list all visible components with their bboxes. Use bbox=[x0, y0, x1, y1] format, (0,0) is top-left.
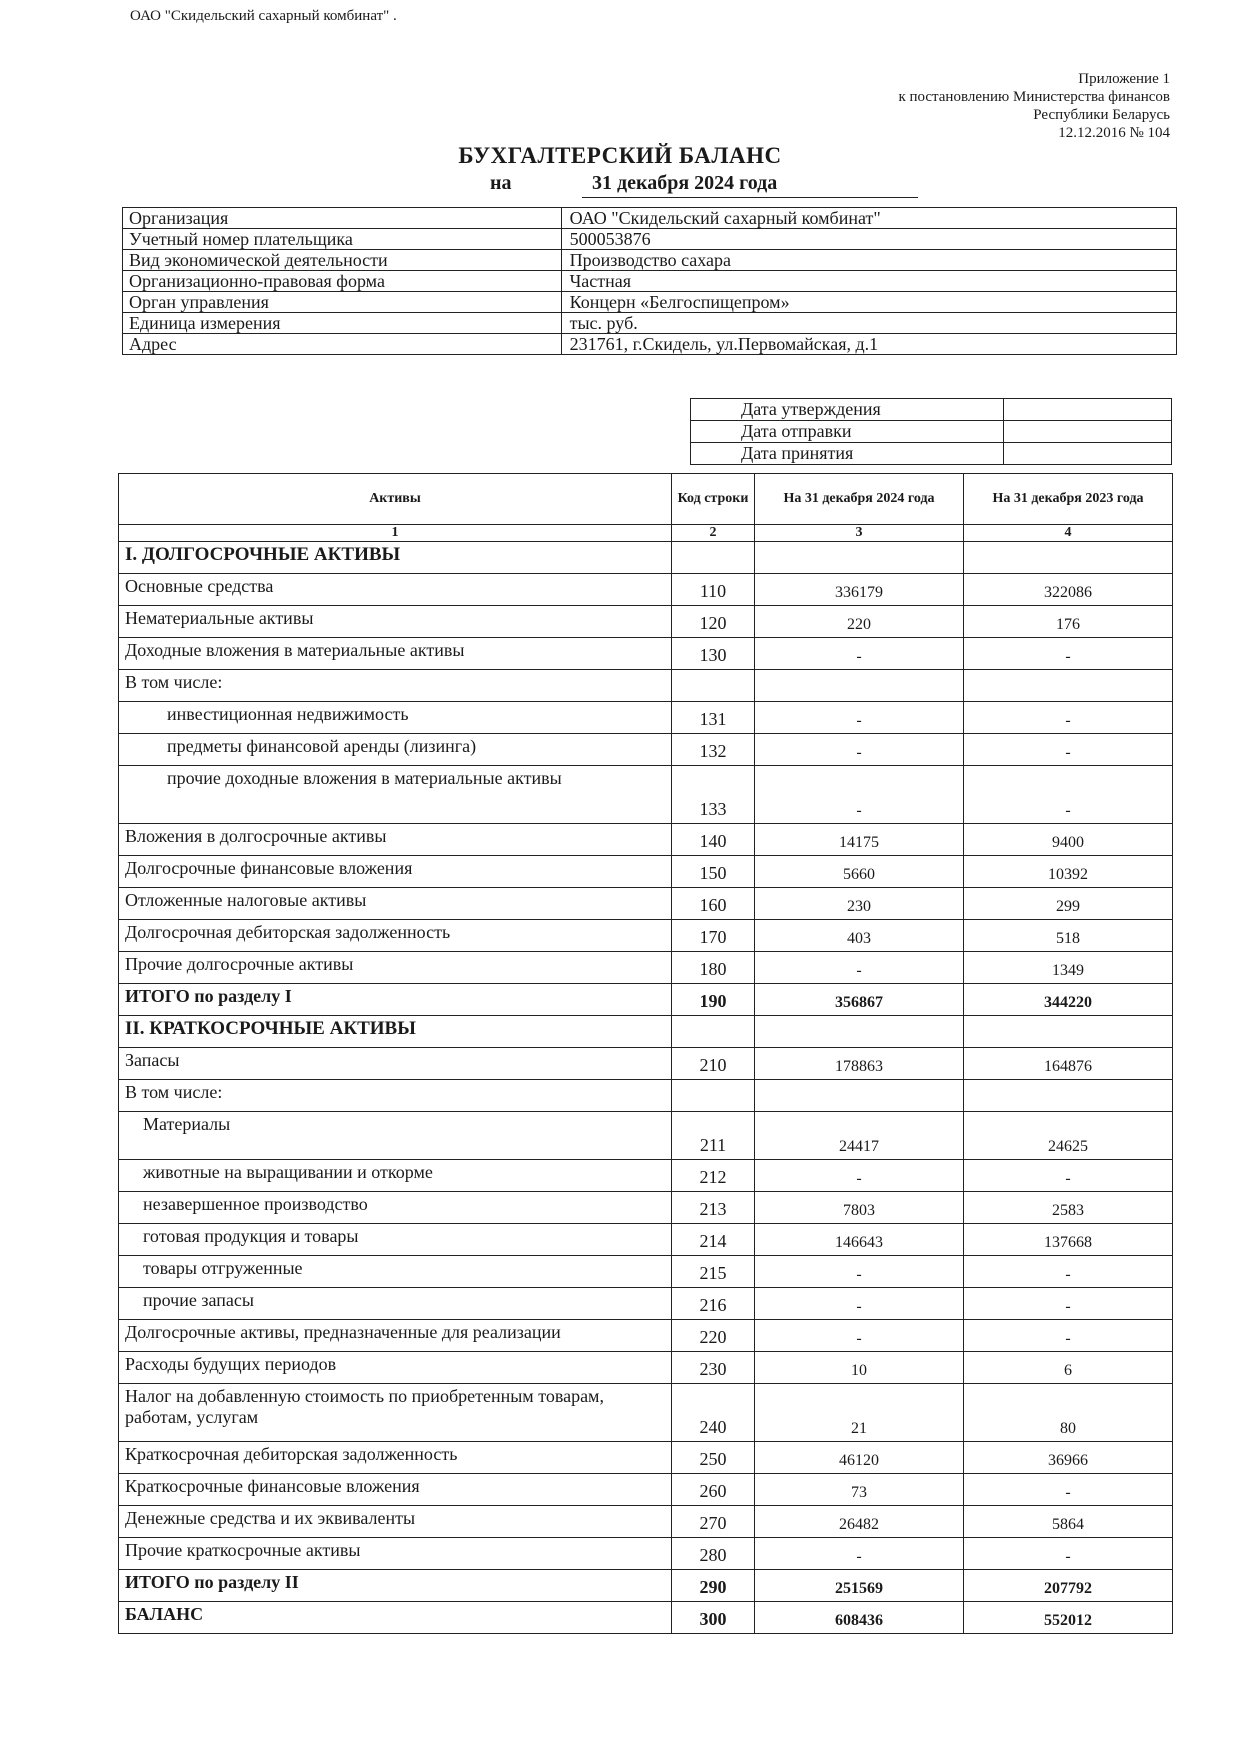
approval-value bbox=[1004, 399, 1172, 421]
table-row bbox=[119, 1112, 1173, 1160]
row-code: 230 bbox=[672, 1352, 755, 1384]
value-2024: 10 bbox=[755, 1352, 964, 1384]
value-2023 bbox=[964, 1016, 1173, 1048]
row-code: 190 bbox=[672, 984, 755, 1016]
row-name: II. КРАТКОСРОЧНЫЕ АКТИВЫ bbox=[119, 1016, 672, 1048]
date-value: 31 декабря 2024 года bbox=[582, 172, 918, 198]
value-2024: 608436 bbox=[755, 1602, 964, 1634]
table-row bbox=[119, 574, 1173, 606]
value-2024: 21 bbox=[755, 1384, 964, 1442]
row-code: 215 bbox=[672, 1256, 755, 1288]
value-2023: 1349 bbox=[964, 952, 1173, 984]
value-2023: - bbox=[964, 1160, 1173, 1192]
value-2024: 336179 bbox=[755, 574, 964, 606]
row-code: 110 bbox=[672, 574, 755, 606]
table-row bbox=[119, 542, 1173, 574]
value-2023: 552012 bbox=[964, 1602, 1173, 1634]
value-2024: - bbox=[755, 1288, 964, 1320]
row-name: прочие запасы bbox=[119, 1288, 672, 1320]
approval-label: Дата отправки bbox=[691, 421, 1004, 443]
value-2024: 73 bbox=[755, 1474, 964, 1506]
value-2023: 80 bbox=[964, 1384, 1173, 1442]
value-2023: - bbox=[964, 1288, 1173, 1320]
row-name: Денежные средства и их эквиваленты bbox=[119, 1506, 672, 1538]
table-row bbox=[119, 1016, 1173, 1048]
row-code: 120 bbox=[672, 606, 755, 638]
row-code: 133 bbox=[672, 766, 755, 824]
value-2024: 14175 bbox=[755, 824, 964, 856]
row-code: 213 bbox=[672, 1192, 755, 1224]
header-organization: ОАО "Скидельский сахарный комбинат" . bbox=[130, 8, 397, 24]
value-2024 bbox=[755, 542, 964, 574]
row-code: 140 bbox=[672, 824, 755, 856]
row-code: 300 bbox=[672, 1602, 755, 1634]
table-row bbox=[119, 1224, 1173, 1256]
value-2024: - bbox=[755, 766, 964, 824]
value-2024: 146643 bbox=[755, 1224, 964, 1256]
appendix-line: к постановлению Министерства финансов bbox=[898, 89, 1170, 105]
table-row bbox=[119, 1442, 1173, 1474]
value-2024: - bbox=[755, 734, 964, 766]
value-2023: 2583 bbox=[964, 1192, 1173, 1224]
row-code: 211 bbox=[672, 1112, 755, 1160]
row-name: Вложения в долгосрочные активы bbox=[119, 824, 672, 856]
info-value: тыс. руб. bbox=[561, 313, 1176, 334]
appendix-line: Приложение 1 bbox=[1078, 71, 1170, 87]
row-name: Прочие краткосрочные активы bbox=[119, 1538, 672, 1570]
info-label: Организация bbox=[123, 208, 562, 229]
value-2024: 24417 bbox=[755, 1112, 964, 1160]
row-code bbox=[672, 1080, 755, 1112]
table-header-row bbox=[119, 474, 1173, 525]
table-row bbox=[119, 1352, 1173, 1384]
table-row bbox=[119, 1538, 1173, 1570]
row-name: В том числе: bbox=[119, 670, 672, 702]
table-row bbox=[119, 1320, 1173, 1352]
table-row bbox=[119, 1160, 1173, 1192]
col-number: 2 bbox=[672, 525, 755, 542]
row-code: 270 bbox=[672, 1506, 755, 1538]
row-name: Основные средства bbox=[119, 574, 672, 606]
row-code: 290 bbox=[672, 1570, 755, 1602]
row-name: ИТОГО по разделу II bbox=[119, 1570, 672, 1602]
info-row bbox=[123, 334, 1177, 355]
row-name: незавершенное производство bbox=[119, 1192, 672, 1224]
info-value: Производство сахара bbox=[561, 250, 1176, 271]
approval-value bbox=[1004, 421, 1172, 443]
value-2024: 251569 bbox=[755, 1570, 964, 1602]
row-code: 220 bbox=[672, 1320, 755, 1352]
value-2024: - bbox=[755, 1538, 964, 1570]
approval-label: Дата принятия bbox=[691, 443, 1004, 465]
row-name: готовая продукция и товары bbox=[119, 1224, 672, 1256]
row-name: Доходные вложения в материальные активы bbox=[119, 638, 672, 670]
row-code: 260 bbox=[672, 1474, 755, 1506]
row-code: 240 bbox=[672, 1384, 755, 1442]
info-value: Частная bbox=[561, 271, 1176, 292]
table-row bbox=[119, 824, 1173, 856]
info-row bbox=[123, 313, 1177, 334]
col-header-code: Код строки bbox=[672, 474, 755, 525]
approval-row bbox=[691, 443, 1172, 465]
col-header-2023: На 31 декабря 2023 года bbox=[964, 474, 1173, 525]
table-row bbox=[119, 670, 1173, 702]
row-name: Прочие долгосрочные активы bbox=[119, 952, 672, 984]
row-code: 160 bbox=[672, 888, 755, 920]
value-2023: 6 bbox=[964, 1352, 1173, 1384]
value-2024: 230 bbox=[755, 888, 964, 920]
table-row bbox=[119, 638, 1173, 670]
value-2023: 9400 bbox=[964, 824, 1173, 856]
value-2024 bbox=[755, 1016, 964, 1048]
value-2024: 5660 bbox=[755, 856, 964, 888]
value-2023: 5864 bbox=[964, 1506, 1173, 1538]
col-header-assets: Активы bbox=[119, 474, 672, 525]
value-2023: - bbox=[964, 766, 1173, 824]
info-label: Учетный номер плательщика bbox=[123, 229, 562, 250]
row-name: прочие доходные вложения в материальные активы bbox=[119, 766, 672, 824]
value-2023: - bbox=[964, 1320, 1173, 1352]
appendix-line: 12.12.2016 № 104 bbox=[1058, 125, 1170, 141]
document-title: БУХГАЛТЕРСКИЙ БАЛАНС bbox=[458, 143, 782, 168]
value-2024: - bbox=[755, 1160, 964, 1192]
table-row bbox=[119, 984, 1173, 1016]
row-code: 170 bbox=[672, 920, 755, 952]
info-row bbox=[123, 250, 1177, 271]
row-code bbox=[672, 670, 755, 702]
approval-value bbox=[1004, 443, 1172, 465]
row-name: БАЛАНС bbox=[119, 1602, 672, 1634]
table-row bbox=[119, 1506, 1173, 1538]
table-row bbox=[119, 1256, 1173, 1288]
table-row bbox=[119, 702, 1173, 734]
table-row bbox=[119, 734, 1173, 766]
table-row bbox=[119, 1048, 1173, 1080]
value-2023: - bbox=[964, 1256, 1173, 1288]
col-header-2024: На 31 декабря 2024 года bbox=[755, 474, 964, 525]
row-name: Краткосрочные финансовые вложения bbox=[119, 1474, 672, 1506]
row-name: Материалы bbox=[119, 1112, 672, 1160]
row-name: инвестиционная недвижимость bbox=[119, 702, 672, 734]
value-2023 bbox=[964, 542, 1173, 574]
info-label: Организационно-правовая форма bbox=[123, 271, 562, 292]
row-name: товары отгруженные bbox=[119, 1256, 672, 1288]
value-2023: 299 bbox=[964, 888, 1173, 920]
value-2023: 344220 bbox=[964, 984, 1173, 1016]
table-row bbox=[119, 606, 1173, 638]
value-2024: 26482 bbox=[755, 1506, 964, 1538]
balance-sheet-table bbox=[118, 473, 1173, 1634]
value-2023: 207792 bbox=[964, 1570, 1173, 1602]
value-2024: - bbox=[755, 952, 964, 984]
appendix-note bbox=[830, 70, 1170, 142]
info-row bbox=[123, 292, 1177, 313]
date-prefix: на bbox=[490, 172, 512, 194]
value-2023: 176 bbox=[964, 606, 1173, 638]
value-2024: 356867 bbox=[755, 984, 964, 1016]
row-name: Долгосрочная дебиторская задолженность bbox=[119, 920, 672, 952]
info-value: Концерн «Белгоспищепром» bbox=[561, 292, 1176, 313]
value-2023: - bbox=[964, 702, 1173, 734]
value-2023: 164876 bbox=[964, 1048, 1173, 1080]
info-label: Орган управления bbox=[123, 292, 562, 313]
approval-row bbox=[691, 399, 1172, 421]
value-2024 bbox=[755, 1080, 964, 1112]
value-2024 bbox=[755, 670, 964, 702]
info-value: 500053876 bbox=[561, 229, 1176, 250]
value-2024: 178863 bbox=[755, 1048, 964, 1080]
table-row bbox=[119, 1288, 1173, 1320]
value-2023: - bbox=[964, 1474, 1173, 1506]
value-2023: 322086 bbox=[964, 574, 1173, 606]
approval-row bbox=[691, 421, 1172, 443]
table-row bbox=[119, 1570, 1173, 1602]
value-2024: - bbox=[755, 638, 964, 670]
table-row bbox=[119, 766, 1173, 824]
row-code: 130 bbox=[672, 638, 755, 670]
row-code: 210 bbox=[672, 1048, 755, 1080]
value-2023: - bbox=[964, 734, 1173, 766]
row-code: 131 bbox=[672, 702, 755, 734]
row-code: 180 bbox=[672, 952, 755, 984]
row-code: 250 bbox=[672, 1442, 755, 1474]
row-code: 132 bbox=[672, 734, 755, 766]
row-name: Отложенные налоговые активы bbox=[119, 888, 672, 920]
value-2024: 46120 bbox=[755, 1442, 964, 1474]
value-2023 bbox=[964, 670, 1173, 702]
table-row bbox=[119, 920, 1173, 952]
report-date bbox=[490, 172, 918, 198]
table-row bbox=[119, 1080, 1173, 1112]
value-2023: 137668 bbox=[964, 1224, 1173, 1256]
table-row bbox=[119, 1602, 1173, 1634]
info-value: 231761, г.Скидель, ул.Первомайская, д.1 bbox=[561, 334, 1176, 355]
appendix-line: Республики Беларусь bbox=[1033, 107, 1170, 123]
info-label: Вид экономической деятельности bbox=[123, 250, 562, 271]
value-2023: 10392 bbox=[964, 856, 1173, 888]
info-label: Единица измерения bbox=[123, 313, 562, 334]
row-code: 214 bbox=[672, 1224, 755, 1256]
value-2024: 220 bbox=[755, 606, 964, 638]
col-number: 1 bbox=[119, 525, 672, 542]
row-code: 212 bbox=[672, 1160, 755, 1192]
info-label: Адрес bbox=[123, 334, 562, 355]
row-name: предметы финансовой аренды (лизинга) bbox=[119, 734, 672, 766]
row-name: животные на выращивании и откорме bbox=[119, 1160, 672, 1192]
organization-info-table bbox=[122, 207, 1177, 355]
value-2024: 403 bbox=[755, 920, 964, 952]
value-2023: - bbox=[964, 638, 1173, 670]
value-2023: - bbox=[964, 1538, 1173, 1570]
row-name: Долгосрочные активы, предназначенные для реализации bbox=[119, 1320, 672, 1352]
row-name: Запасы bbox=[119, 1048, 672, 1080]
value-2023: 518 bbox=[964, 920, 1173, 952]
row-name: Налог на добавленную стоимость по приобретенным товарам, работам, услугам bbox=[119, 1384, 672, 1442]
row-name: Краткосрочная дебиторская задолженность bbox=[119, 1442, 672, 1474]
row-name: Нематериальные активы bbox=[119, 606, 672, 638]
info-row bbox=[123, 229, 1177, 250]
col-number: 3 bbox=[755, 525, 964, 542]
value-2023 bbox=[964, 1080, 1173, 1112]
row-code bbox=[672, 542, 755, 574]
value-2023: 36966 bbox=[964, 1442, 1173, 1474]
info-row bbox=[123, 208, 1177, 229]
table-row bbox=[119, 888, 1173, 920]
column-number-row bbox=[119, 525, 1173, 542]
value-2024: - bbox=[755, 1256, 964, 1288]
row-name: Долгосрочные финансовые вложения bbox=[119, 856, 672, 888]
row-name: Расходы будущих периодов bbox=[119, 1352, 672, 1384]
table-row bbox=[119, 1192, 1173, 1224]
table-row bbox=[119, 952, 1173, 984]
value-2023: 24625 bbox=[964, 1112, 1173, 1160]
table-row bbox=[119, 1474, 1173, 1506]
value-2024: - bbox=[755, 1320, 964, 1352]
row-code: 280 bbox=[672, 1538, 755, 1570]
info-value: ОАО "Скидельский сахарный комбинат" bbox=[561, 208, 1176, 229]
table-row bbox=[119, 1384, 1173, 1442]
row-code bbox=[672, 1016, 755, 1048]
row-code: 150 bbox=[672, 856, 755, 888]
row-name: ИТОГО по разделу I bbox=[119, 984, 672, 1016]
row-name: В том числе: bbox=[119, 1080, 672, 1112]
table-row bbox=[119, 856, 1173, 888]
value-2024: 7803 bbox=[755, 1192, 964, 1224]
info-row bbox=[123, 271, 1177, 292]
approval-label: Дата утверждения bbox=[691, 399, 1004, 421]
row-name: I. ДОЛГОСРОЧНЫЕ АКТИВЫ bbox=[119, 542, 672, 574]
value-2024: - bbox=[755, 702, 964, 734]
row-code: 216 bbox=[672, 1288, 755, 1320]
approval-dates-table bbox=[690, 398, 1172, 465]
col-number: 4 bbox=[964, 525, 1173, 542]
